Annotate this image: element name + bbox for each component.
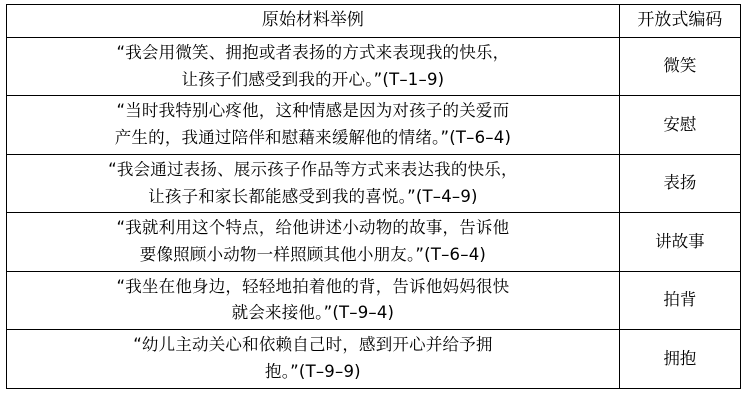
table-header-row <box>7 5 741 38</box>
example-line-2: 让孩子们感受到我的开心。”(T–1–9) <box>181 69 445 89</box>
example-line-1: “我会用微笑、拥抱或者表扬的方式来表现我的快乐， <box>116 43 510 62</box>
example-text <box>7 154 620 212</box>
code-text: 拍背 <box>619 271 740 329</box>
table-row <box>7 154 741 212</box>
coding-table <box>6 4 741 389</box>
example-line-2: 抱。”(T–9–9) <box>265 361 361 381</box>
example-line-2: 要像照顾小动物一样照顾其他小朋友。”(T–6–4) <box>139 245 487 265</box>
example-line-2: 让孩子和家长都能感受到我的喜悦。”(T–4–9) <box>148 186 478 206</box>
example-line-1: “我会通过表扬、展示孩子作品等方式来表达我的快乐， <box>108 159 518 179</box>
code-text: 表扬 <box>619 154 740 212</box>
column-header-code: 开放式编码 <box>619 5 740 38</box>
example-line-2: 产生的，我通过陪伴和慰藉来缓解他的情绪。”(T–6–4) <box>114 128 512 148</box>
example-line-1: “我坐在他身边，轻轻地拍着他的背，告诉他妈妈很快 <box>116 276 510 296</box>
code-text: 拥抱 <box>619 330 740 388</box>
code-text: 微笑 <box>619 38 740 96</box>
example-text <box>7 213 620 271</box>
example-text <box>7 38 620 96</box>
example-line-1: “我就利用这个特点，给他讲述小动物的故事，告诉他 <box>116 218 510 238</box>
table-row <box>7 213 741 271</box>
example-text <box>7 96 620 154</box>
example-line-2: 就会来接他。”(T–9–4) <box>231 303 395 323</box>
example-line-1: “幼儿主动关心和依赖自己时，感到开心并给予拥 <box>133 335 493 355</box>
table-row <box>7 96 741 154</box>
table-row <box>7 38 741 96</box>
code-text: 安慰 <box>619 96 740 154</box>
example-line-1: “当时我特别心疼他，这种情感是因为对孩子的关爱而 <box>116 101 510 121</box>
table-row <box>7 271 741 329</box>
example-text <box>7 330 620 388</box>
code-text: 讲故事 <box>619 213 740 271</box>
column-header-example: 原始材料举例 <box>7 5 620 38</box>
example-text <box>7 271 620 329</box>
table-row <box>7 330 741 388</box>
